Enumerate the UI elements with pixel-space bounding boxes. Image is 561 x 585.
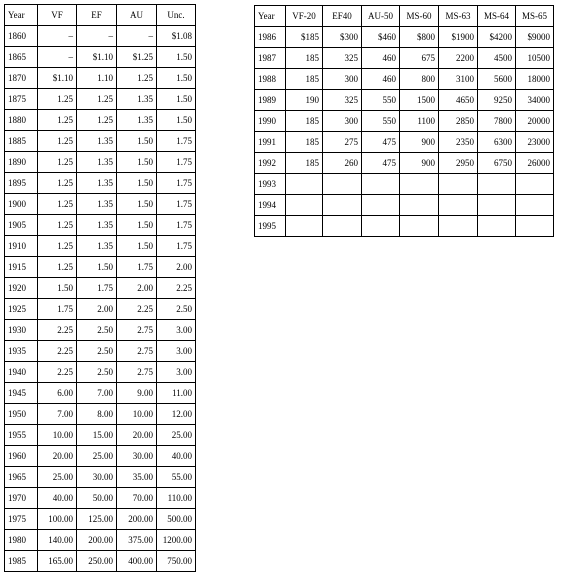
- price-cell-au: –: [117, 26, 157, 47]
- year-cell: 1870: [5, 68, 38, 89]
- price-cell-au: 1.35: [117, 89, 157, 110]
- table-row: [255, 111, 554, 132]
- price-cell-au-50: 460: [362, 69, 400, 90]
- year-cell: 1992: [255, 153, 286, 174]
- price-cell-ms-60: [400, 174, 439, 195]
- column-header-ms-64: MS-64: [478, 6, 516, 27]
- year-cell: 1980: [5, 530, 38, 551]
- price-cell-ms-64: [478, 195, 516, 216]
- price-cell-au-50: 475: [362, 153, 400, 174]
- price-cell-au-50: 475: [362, 132, 400, 153]
- price-cell-unc: 2.50: [157, 299, 196, 320]
- price-cell-vf: 1.25: [38, 194, 77, 215]
- year-cell: 1960: [5, 446, 38, 467]
- price-cell-ef: 125.00: [77, 509, 117, 530]
- price-cell-ef40: [323, 195, 362, 216]
- price-cell-ms-63: 4650: [439, 90, 478, 111]
- price-cell-ef: 2.00: [77, 299, 117, 320]
- price-cell-ef: 8.00: [77, 404, 117, 425]
- price-cell-vf-20: [286, 174, 323, 195]
- year-cell: 1875: [5, 89, 38, 110]
- price-cell-vf-20: 185: [286, 153, 323, 174]
- table-row: [255, 27, 554, 48]
- price-cell-vf: 10.00: [38, 425, 77, 446]
- year-cell: 1991: [255, 132, 286, 153]
- year-cell: 1925: [5, 299, 38, 320]
- price-cell-unc: 25.00: [157, 425, 196, 446]
- price-cell-vf: $1.10: [38, 68, 77, 89]
- price-cell-ef: 1.50: [77, 257, 117, 278]
- price-cell-ms-60: 1100: [400, 111, 439, 132]
- price-cell-ef40: 325: [323, 90, 362, 111]
- price-cell-unc: 500.00: [157, 509, 196, 530]
- price-cell-au: 2.75: [117, 341, 157, 362]
- price-cell-ms-64: 6750: [478, 153, 516, 174]
- price-cell-ms-63: 2950: [439, 153, 478, 174]
- year-cell: 1950: [5, 404, 38, 425]
- price-cell-ef: 2.50: [77, 362, 117, 383]
- price-cell-ef: 15.00: [77, 425, 117, 446]
- price-cell-au: 1.50: [117, 194, 157, 215]
- year-cell: 1905: [5, 215, 38, 236]
- price-cell-ms-63: 3100: [439, 69, 478, 90]
- price-cell-au: 1.50: [117, 215, 157, 236]
- price-cell-unc: 1.50: [157, 89, 196, 110]
- header-row: [255, 6, 554, 27]
- price-cell-ms-64: 6300: [478, 132, 516, 153]
- price-cell-au: 35.00: [117, 467, 157, 488]
- year-cell: 1895: [5, 173, 38, 194]
- price-cell-ms-65: [516, 174, 554, 195]
- price-cell-ef: 1.35: [77, 152, 117, 173]
- table-row: [5, 509, 196, 530]
- price-cell-unc: $1.08: [157, 26, 196, 47]
- price-cell-ef: –: [77, 26, 117, 47]
- year-cell: 1865: [5, 47, 38, 68]
- price-cell-ms-63: [439, 216, 478, 237]
- right-table-body: [255, 27, 554, 237]
- price-cell-au-50: 460: [362, 48, 400, 69]
- price-cell-unc: 1200.00: [157, 530, 196, 551]
- price-cell-ms-65: 10500: [516, 48, 554, 69]
- price-cell-unc: 750.00: [157, 551, 196, 572]
- price-cell-vf: 2.25: [38, 341, 77, 362]
- price-cell-vf: 140.00: [38, 530, 77, 551]
- column-header-ef: EF: [77, 5, 117, 26]
- table-row: [5, 488, 196, 509]
- price-cell-ef: $1.10: [77, 47, 117, 68]
- price-cell-vf: 25.00: [38, 467, 77, 488]
- price-cell-ef40: $300: [323, 27, 362, 48]
- year-cell: 1860: [5, 26, 38, 47]
- price-cell-ef: 1.35: [77, 173, 117, 194]
- table-row: [5, 47, 196, 68]
- table-row: [5, 425, 196, 446]
- year-cell: 1930: [5, 320, 38, 341]
- price-cell-unc: 2.00: [157, 257, 196, 278]
- year-cell: 1970: [5, 488, 38, 509]
- table-row: [5, 68, 196, 89]
- price-cell-vf: 1.25: [38, 173, 77, 194]
- price-cell-au-50: [362, 195, 400, 216]
- price-cell-au: 375.00: [117, 530, 157, 551]
- price-cell-ms-64: 4500: [478, 48, 516, 69]
- year-cell: 1920: [5, 278, 38, 299]
- table-row: [5, 89, 196, 110]
- table-row: [5, 467, 196, 488]
- year-cell: 1955: [5, 425, 38, 446]
- price-cell-au: 2.25: [117, 299, 157, 320]
- price-cell-vf: 1.75: [38, 299, 77, 320]
- year-cell: 1975: [5, 509, 38, 530]
- table-row: [255, 174, 554, 195]
- year-cell: 1945: [5, 383, 38, 404]
- price-cell-unc: 1.75: [157, 173, 196, 194]
- price-cell-vf: 100.00: [38, 509, 77, 530]
- price-cell-ms-63: 2850: [439, 111, 478, 132]
- price-cell-unc: 11.00: [157, 383, 196, 404]
- table-row: [5, 278, 196, 299]
- table-row: [5, 257, 196, 278]
- table-row: [5, 152, 196, 173]
- price-cell-au-50: [362, 174, 400, 195]
- price-cell-ms-64: [478, 174, 516, 195]
- price-cell-unc: 3.00: [157, 320, 196, 341]
- price-cell-ms-65: 34000: [516, 90, 554, 111]
- price-cell-unc: 110.00: [157, 488, 196, 509]
- price-cell-ms-63: 2200: [439, 48, 478, 69]
- table-row: [5, 236, 196, 257]
- price-cell-ms-65: 26000: [516, 153, 554, 174]
- price-cell-ms-64: 9250: [478, 90, 516, 111]
- year-cell: 1900: [5, 194, 38, 215]
- price-cell-unc: 1.50: [157, 110, 196, 131]
- price-cell-ef: 2.50: [77, 341, 117, 362]
- price-cell-au-50: [362, 216, 400, 237]
- price-cell-vf-20: [286, 216, 323, 237]
- price-cell-vf: 1.50: [38, 278, 77, 299]
- table-row: [5, 341, 196, 362]
- price-cell-ms-60: [400, 216, 439, 237]
- price-cell-ms-63: [439, 174, 478, 195]
- price-cell-ef: 1.35: [77, 215, 117, 236]
- year-cell: 1988: [255, 69, 286, 90]
- price-cell-ef: 250.00: [77, 551, 117, 572]
- price-cell-unc: 1.75: [157, 194, 196, 215]
- table-row: [255, 195, 554, 216]
- price-cell-ms-64: 7800: [478, 111, 516, 132]
- price-cell-ef: 1.10: [77, 68, 117, 89]
- price-cell-au-50: 550: [362, 111, 400, 132]
- price-cell-ef: 2.50: [77, 320, 117, 341]
- price-cell-vf-20: $185: [286, 27, 323, 48]
- year-cell: 1940: [5, 362, 38, 383]
- price-cell-vf: 2.25: [38, 320, 77, 341]
- year-cell: 1910: [5, 236, 38, 257]
- year-cell: 1986: [255, 27, 286, 48]
- column-header-year: Year: [5, 5, 38, 26]
- price-cell-unc: 1.75: [157, 236, 196, 257]
- price-table-1860-1985: [4, 4, 196, 572]
- price-table-1986-1995: [254, 5, 554, 237]
- price-cell-vf: 20.00: [38, 446, 77, 467]
- price-cell-ef: 1.35: [77, 194, 117, 215]
- price-cell-ms-63: 2350: [439, 132, 478, 153]
- price-cell-ef40: 275: [323, 132, 362, 153]
- price-cell-unc: 1.75: [157, 215, 196, 236]
- year-cell: 1880: [5, 110, 38, 131]
- price-cell-ms-65: [516, 216, 554, 237]
- price-cell-unc: 12.00: [157, 404, 196, 425]
- table-row: [255, 69, 554, 90]
- table-row: [255, 153, 554, 174]
- table-row: [5, 173, 196, 194]
- price-cell-ms-60: 1500: [400, 90, 439, 111]
- column-header-ms-60: MS-60: [400, 6, 439, 27]
- left-table-body: [5, 26, 196, 572]
- price-cell-ef40: 260: [323, 153, 362, 174]
- price-cell-au: 10.00: [117, 404, 157, 425]
- price-cell-ef: 1.25: [77, 110, 117, 131]
- price-cell-vf-20: 185: [286, 111, 323, 132]
- price-cell-ms-65: 18000: [516, 69, 554, 90]
- price-cell-ms-60: [400, 195, 439, 216]
- table-row: [5, 26, 196, 47]
- price-cell-vf: 1.25: [38, 152, 77, 173]
- price-cell-ms-60: $800: [400, 27, 439, 48]
- price-cell-vf: 165.00: [38, 551, 77, 572]
- price-cell-au-50: 550: [362, 90, 400, 111]
- year-cell: 1915: [5, 257, 38, 278]
- price-cell-ms-60: 900: [400, 132, 439, 153]
- table-row: [5, 194, 196, 215]
- column-header-unc: Unc.: [157, 5, 196, 26]
- price-cell-au: 30.00: [117, 446, 157, 467]
- price-cell-ef40: 325: [323, 48, 362, 69]
- price-cell-ms-64: 5600: [478, 69, 516, 90]
- price-cell-vf-20: 190: [286, 90, 323, 111]
- price-cell-au: 1.25: [117, 68, 157, 89]
- year-cell: 1994: [255, 195, 286, 216]
- price-cell-au: 1.50: [117, 236, 157, 257]
- price-cell-unc: 2.25: [157, 278, 196, 299]
- price-cell-ef40: 300: [323, 111, 362, 132]
- price-cell-ef: 25.00: [77, 446, 117, 467]
- price-cell-ef40: [323, 174, 362, 195]
- price-cell-au: 2.75: [117, 320, 157, 341]
- price-cell-ms-60: 675: [400, 48, 439, 69]
- price-cell-vf: 1.25: [38, 89, 77, 110]
- price-cell-ms-64: $4200: [478, 27, 516, 48]
- price-cell-vf: 1.25: [38, 215, 77, 236]
- price-cell-au: 1.75: [117, 257, 157, 278]
- price-cell-vf-20: [286, 195, 323, 216]
- price-cell-vf: –: [38, 47, 77, 68]
- price-cell-ms-63: $1900: [439, 27, 478, 48]
- year-cell: 1965: [5, 467, 38, 488]
- table-row: [5, 215, 196, 236]
- price-cell-ms-65: 23000: [516, 132, 554, 153]
- left-table-header: [5, 5, 196, 26]
- column-header-au: AU: [117, 5, 157, 26]
- price-cell-ef: 1.35: [77, 236, 117, 257]
- column-header-ms-63: MS-63: [439, 6, 478, 27]
- price-cell-vf-20: 185: [286, 48, 323, 69]
- price-cell-unc: 1.50: [157, 68, 196, 89]
- price-cell-au: 2.75: [117, 362, 157, 383]
- price-cell-unc: 1.75: [157, 152, 196, 173]
- column-header-au-50: AU-50: [362, 6, 400, 27]
- price-cell-ms-65: $9000: [516, 27, 554, 48]
- price-cell-ms-60: 900: [400, 153, 439, 174]
- price-cell-vf: 1.25: [38, 131, 77, 152]
- right-table-header: [255, 6, 554, 27]
- price-cell-au: 1.50: [117, 131, 157, 152]
- column-header-vf: VF: [38, 5, 77, 26]
- price-cell-unc: 3.00: [157, 341, 196, 362]
- year-cell: 1890: [5, 152, 38, 173]
- year-cell: 1989: [255, 90, 286, 111]
- price-cell-au: 1.35: [117, 110, 157, 131]
- price-cell-ms-65: 20000: [516, 111, 554, 132]
- table-row: [255, 132, 554, 153]
- price-cell-au: 20.00: [117, 425, 157, 446]
- column-header-vf-20: VF-20: [286, 6, 323, 27]
- year-cell: 1987: [255, 48, 286, 69]
- price-cell-au-50: $460: [362, 27, 400, 48]
- price-cell-vf: 6.00: [38, 383, 77, 404]
- table-row: [255, 216, 554, 237]
- table-row: [5, 362, 196, 383]
- price-cell-vf: 2.25: [38, 362, 77, 383]
- price-cell-vf: 1.25: [38, 257, 77, 278]
- price-cell-ms-63: [439, 195, 478, 216]
- column-header-ef40: EF40: [323, 6, 362, 27]
- table-row: [5, 530, 196, 551]
- year-cell: 1985: [5, 551, 38, 572]
- column-header-ms-65: MS-65: [516, 6, 554, 27]
- year-cell: 1995: [255, 216, 286, 237]
- price-cell-unc: 40.00: [157, 446, 196, 467]
- price-cell-au: 9.00: [117, 383, 157, 404]
- price-cell-vf: 7.00: [38, 404, 77, 425]
- header-row: [5, 5, 196, 26]
- price-cell-au: $1.25: [117, 47, 157, 68]
- price-cell-au: 70.00: [117, 488, 157, 509]
- price-cell-unc: 1.75: [157, 131, 196, 152]
- price-cell-au: 2.00: [117, 278, 157, 299]
- column-header-year: Year: [255, 6, 286, 27]
- year-cell: 1993: [255, 174, 286, 195]
- price-cell-unc: 3.00: [157, 362, 196, 383]
- price-cell-vf: 1.25: [38, 110, 77, 131]
- price-cell-ms-60: 800: [400, 69, 439, 90]
- price-cell-ef: 200.00: [77, 530, 117, 551]
- table-row: [5, 131, 196, 152]
- table-row: [5, 446, 196, 467]
- price-cell-ef: 1.25: [77, 89, 117, 110]
- table-row: [5, 404, 196, 425]
- price-cell-vf: 1.25: [38, 236, 77, 257]
- price-cell-ms-65: [516, 195, 554, 216]
- table-row: [5, 320, 196, 341]
- table-row: [5, 551, 196, 572]
- price-cell-ef: 1.35: [77, 131, 117, 152]
- table-row: [5, 299, 196, 320]
- price-cell-au: 1.50: [117, 173, 157, 194]
- price-cell-ef40: 300: [323, 69, 362, 90]
- year-cell: 1935: [5, 341, 38, 362]
- price-cell-ef: 1.75: [77, 278, 117, 299]
- price-cell-au: 1.50: [117, 152, 157, 173]
- price-cell-ef: 30.00: [77, 467, 117, 488]
- table-row: [5, 110, 196, 131]
- price-cell-ef40: [323, 216, 362, 237]
- price-cell-ms-64: [478, 216, 516, 237]
- price-cell-ef: 7.00: [77, 383, 117, 404]
- price-cell-unc: 1.50: [157, 47, 196, 68]
- year-cell: 1990: [255, 111, 286, 132]
- price-cell-vf-20: 185: [286, 69, 323, 90]
- price-cell-unc: 55.00: [157, 467, 196, 488]
- price-cell-vf: –: [38, 26, 77, 47]
- price-cell-vf-20: 185: [286, 132, 323, 153]
- year-cell: 1885: [5, 131, 38, 152]
- table-row: [255, 48, 554, 69]
- price-cell-ef: 50.00: [77, 488, 117, 509]
- price-cell-au: 400.00: [117, 551, 157, 572]
- table-row: [255, 90, 554, 111]
- price-cell-au: 200.00: [117, 509, 157, 530]
- price-cell-vf: 40.00: [38, 488, 77, 509]
- table-row: [5, 383, 196, 404]
